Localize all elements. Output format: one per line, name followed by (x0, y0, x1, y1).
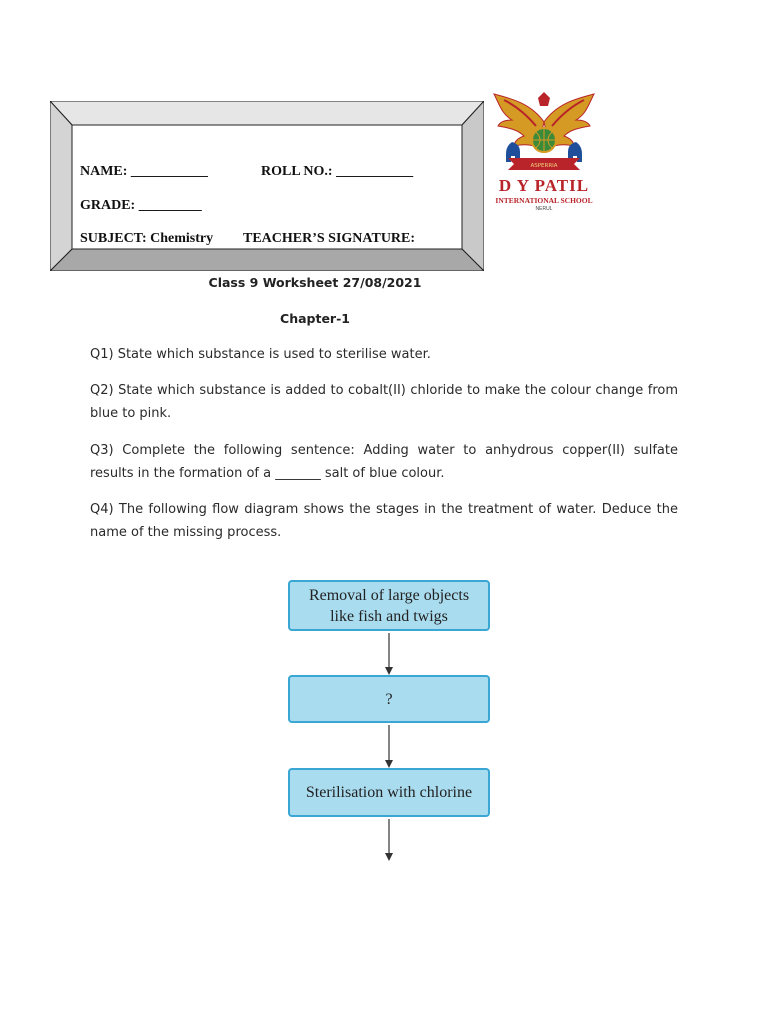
question-2: Q2) State which substance is added to cobalt(II) chloride to make the colour change from blue to pink. (90, 383, 678, 421)
flow-step-missing: ? (288, 675, 490, 723)
worksheet-title: Class 9 Worksheet 27/08/2021 (208, 275, 422, 290)
chapter-title: Chapter-1 (280, 311, 350, 326)
grade-field: GRADE: _________ (80, 198, 202, 213)
question-1: Q1) State which substance is used to sterilise water. (90, 347, 431, 362)
flow-step-removal: Removal of large objects like fish and twigs (288, 580, 490, 631)
flow-arrow-3 (383, 817, 395, 861)
name-field: NAME: ___________ (80, 164, 208, 179)
flow-step-sterilisation: Sterilisation with chlorine (288, 768, 490, 817)
school-subtitle: INTERNATIONAL SCHOOL (495, 196, 593, 205)
question-3: Q3) Complete the following sentence: Adding water to anhydrous copper(II) sulfate results in the formation of a _______ salt of blue colour. (90, 443, 678, 481)
student-info-frame (50, 101, 484, 271)
subject-field: SUBJECT: Chemistry (80, 231, 214, 246)
flow-arrow-2 (383, 723, 395, 768)
roll-no-field: ROLL NO.: ___________ (261, 164, 414, 179)
question-4: Q4) The following flow diagram shows the stages in the treatment of water. Deduce the name of the missing process. (90, 502, 678, 540)
logo-banner-text: ASPERRIA (530, 163, 558, 169)
school-name: D Y PATIL (498, 176, 590, 195)
school-location: NERUL (535, 206, 553, 212)
flow-arrow-1 (383, 631, 395, 675)
school-logo (490, 92, 598, 216)
teacher-signature-field: TEACHER’S SIGNATURE: (243, 231, 416, 246)
